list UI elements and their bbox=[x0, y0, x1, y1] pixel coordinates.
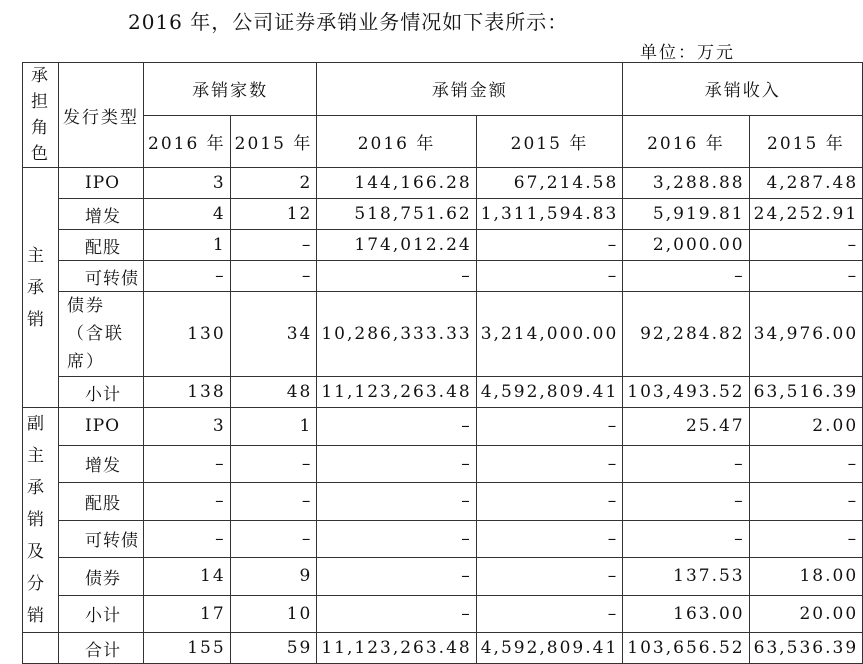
value-cell: – bbox=[749, 483, 863, 521]
value-cell: 2 bbox=[230, 168, 317, 199]
header-amount: 承销金额 bbox=[317, 63, 623, 116]
table-row bbox=[23, 230, 863, 261]
total-row bbox=[23, 633, 863, 664]
value-cell: – bbox=[144, 520, 231, 558]
value-cell: 48 bbox=[230, 377, 317, 408]
value-cell: 67,214.58 bbox=[476, 168, 623, 199]
table-row bbox=[23, 520, 863, 558]
type-cell: 小计 bbox=[59, 377, 144, 408]
value-cell: – bbox=[144, 261, 231, 292]
table-row bbox=[23, 261, 863, 292]
value-cell: – bbox=[749, 230, 863, 261]
value-cell: 103,493.52 bbox=[623, 377, 749, 408]
value-cell: 4 bbox=[144, 199, 231, 230]
value-cell: 2.00 bbox=[749, 408, 863, 446]
type-cell: 债券（含联席） bbox=[59, 292, 144, 377]
value-cell: – bbox=[317, 408, 476, 446]
value-cell: – bbox=[317, 261, 476, 292]
header-income-2016: 2016 年 bbox=[623, 115, 749, 168]
value-cell: – bbox=[317, 595, 476, 633]
table-row bbox=[23, 483, 863, 521]
value-cell: – bbox=[144, 445, 231, 483]
value-cell: 25.47 bbox=[623, 408, 749, 446]
header-count-2015: 2015 年 bbox=[230, 115, 317, 168]
value-cell: 17 bbox=[144, 595, 231, 633]
value-cell: 1 bbox=[144, 230, 231, 261]
type-cell: IPO bbox=[59, 168, 144, 199]
value-cell: – bbox=[317, 483, 476, 521]
total-value-cell: 59 bbox=[230, 633, 317, 664]
role-cell: 主承销 bbox=[23, 168, 59, 408]
value-cell: – bbox=[476, 558, 623, 596]
value-cell: 137.53 bbox=[623, 558, 749, 596]
value-cell: – bbox=[230, 230, 317, 261]
value-cell: 3 bbox=[144, 408, 231, 446]
value-cell: 1 bbox=[230, 408, 317, 446]
header-income-2015: 2015 年 bbox=[749, 115, 863, 168]
total-value-cell: 63,536.39 bbox=[749, 633, 863, 664]
value-cell: 34,976.00 bbox=[749, 292, 863, 377]
total-value-cell: 4,592,809.41 bbox=[476, 633, 623, 664]
value-cell: – bbox=[317, 445, 476, 483]
value-cell: – bbox=[476, 483, 623, 521]
value-cell: – bbox=[749, 445, 863, 483]
value-cell: 18.00 bbox=[749, 558, 863, 596]
value-cell: – bbox=[476, 445, 623, 483]
type-cell: IPO bbox=[59, 408, 144, 446]
value-cell: – bbox=[476, 230, 623, 261]
type-cell: 可转债 bbox=[59, 261, 144, 292]
value-cell: 163.00 bbox=[623, 595, 749, 633]
type-cell: 增发 bbox=[59, 199, 144, 230]
total-value-cell: 11,123,263.48 bbox=[317, 633, 476, 664]
value-cell: – bbox=[476, 408, 623, 446]
value-cell: 10 bbox=[230, 595, 317, 633]
type-cell: 配股 bbox=[59, 483, 144, 521]
value-cell: – bbox=[317, 520, 476, 558]
value-cell: – bbox=[749, 520, 863, 558]
value-cell: 2,000.00 bbox=[623, 230, 749, 261]
table-body bbox=[23, 168, 863, 664]
table-row bbox=[23, 558, 863, 596]
table-row bbox=[23, 199, 863, 230]
value-cell: – bbox=[144, 483, 231, 521]
value-cell: – bbox=[623, 520, 749, 558]
intro-text: 2016 年，公司证券承销业务情况如下表所示： bbox=[128, 10, 569, 34]
unit-label: 单位：万元 bbox=[640, 43, 735, 63]
value-cell: 3,288.88 bbox=[623, 168, 749, 199]
value-cell: – bbox=[230, 261, 317, 292]
value-cell: – bbox=[749, 261, 863, 292]
value-cell: 92,284.82 bbox=[623, 292, 749, 377]
table-row bbox=[23, 408, 863, 446]
type-cell: 小计 bbox=[59, 595, 144, 633]
underwriting-table bbox=[22, 62, 863, 664]
value-cell: 174,012.24 bbox=[317, 230, 476, 261]
value-cell: – bbox=[476, 520, 623, 558]
value-cell: – bbox=[623, 261, 749, 292]
header-amount-2016: 2016 年 bbox=[317, 115, 476, 168]
value-cell: – bbox=[476, 261, 623, 292]
value-cell: 3,214,000.00 bbox=[476, 292, 623, 377]
type-cell: 可转债 bbox=[59, 520, 144, 558]
type-cell: 增发 bbox=[59, 445, 144, 483]
value-cell: – bbox=[230, 445, 317, 483]
value-cell: 1,311,594.83 bbox=[476, 199, 623, 230]
header-amount-2015: 2015 年 bbox=[476, 115, 623, 168]
header-income: 承销收入 bbox=[623, 63, 863, 116]
value-cell: 10,286,333.33 bbox=[317, 292, 476, 377]
value-cell: – bbox=[230, 520, 317, 558]
table-row bbox=[23, 292, 863, 377]
value-cell: 24,252.91 bbox=[749, 199, 863, 230]
value-cell: 9 bbox=[230, 558, 317, 596]
value-cell: – bbox=[317, 558, 476, 596]
header-count: 承销家数 bbox=[144, 63, 317, 116]
value-cell: 5,919.81 bbox=[623, 199, 749, 230]
value-cell: 138 bbox=[144, 377, 231, 408]
total-value-cell: 155 bbox=[144, 633, 231, 664]
value-cell: – bbox=[476, 595, 623, 633]
header-type: 发行类型 bbox=[59, 63, 144, 168]
value-cell: 3 bbox=[144, 168, 231, 199]
value-cell: 14 bbox=[144, 558, 231, 596]
value-cell: 63,516.39 bbox=[749, 377, 863, 408]
table-row bbox=[23, 445, 863, 483]
value-cell: 518,751.62 bbox=[317, 199, 476, 230]
type-cell: 配股 bbox=[59, 230, 144, 261]
total-role-cell bbox=[23, 633, 59, 664]
value-cell: 20.00 bbox=[749, 595, 863, 633]
header-count-2016: 2016 年 bbox=[144, 115, 231, 168]
value-cell: 11,123,263.48 bbox=[317, 377, 476, 408]
value-cell: 34 bbox=[230, 292, 317, 377]
total-label: 合计 bbox=[59, 633, 144, 664]
value-cell: 12 bbox=[230, 199, 317, 230]
table-row bbox=[23, 377, 863, 408]
value-cell: 4,592,809.41 bbox=[476, 377, 623, 408]
value-cell: – bbox=[230, 483, 317, 521]
value-cell: 4,287.48 bbox=[749, 168, 863, 199]
table-row bbox=[23, 595, 863, 633]
value-cell: – bbox=[623, 483, 749, 521]
role-cell: 副主承销及分销 bbox=[23, 408, 59, 633]
type-cell: 债券 bbox=[59, 558, 144, 596]
header-role: 承担角色 bbox=[23, 63, 59, 168]
value-cell: – bbox=[623, 445, 749, 483]
value-cell: 130 bbox=[144, 292, 231, 377]
table-row bbox=[23, 168, 863, 199]
total-value-cell: 103,656.52 bbox=[623, 633, 749, 664]
value-cell: 144,166.28 bbox=[317, 168, 476, 199]
